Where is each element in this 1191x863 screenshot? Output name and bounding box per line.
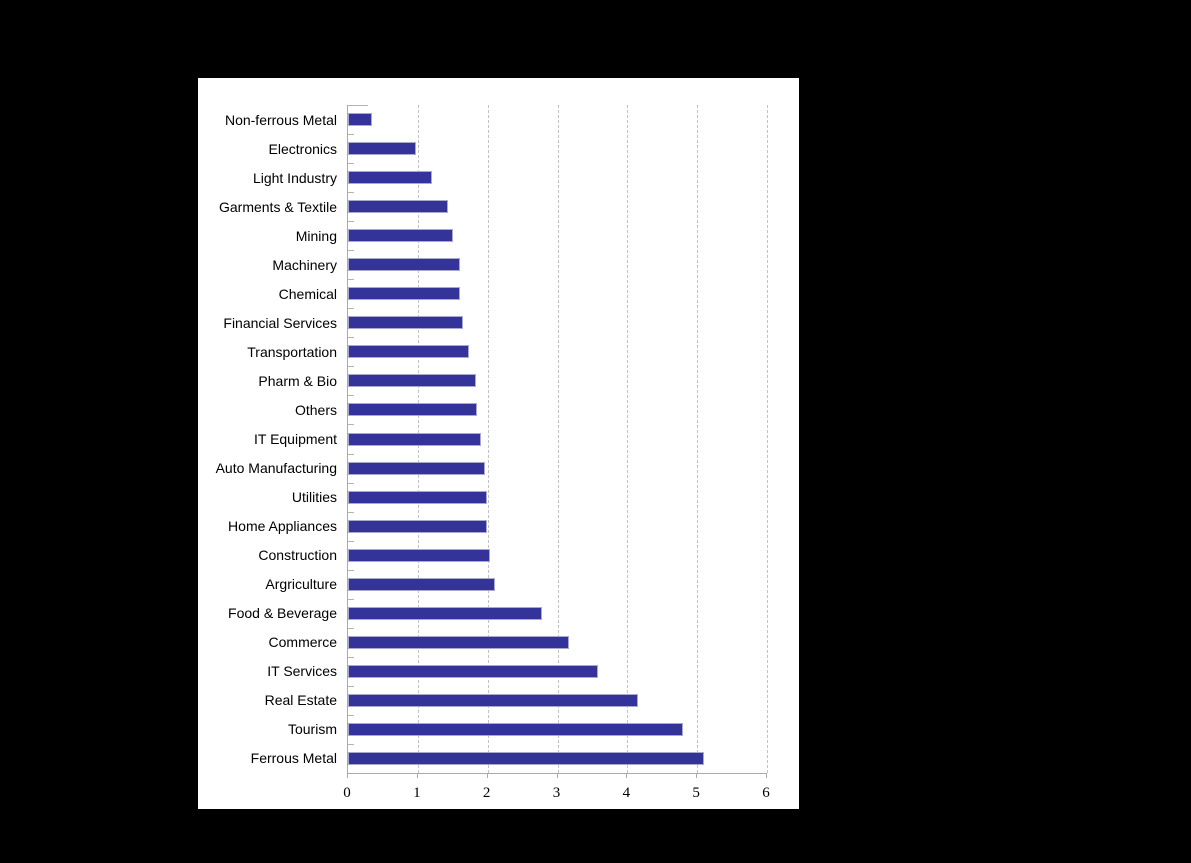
category-label-non-ferrous-metal: Non-ferrous Metal: [224, 111, 337, 128]
category-label-auto-manufacturing: Auto Manufacturing: [215, 460, 337, 477]
category-tick: [348, 134, 354, 135]
x-axis-tick-0: [347, 774, 348, 778]
category-label-commerce: Commerce: [268, 634, 337, 651]
category-tick: [348, 308, 354, 309]
category-label-financial-services: Financial Services: [223, 314, 337, 331]
x-axis-tick-2: [487, 774, 488, 778]
bar-transportation: [348, 345, 469, 358]
category-tick: [348, 279, 354, 280]
x-axis-tick-label-4: 4: [622, 785, 631, 801]
bar-pharm-bio: [348, 374, 476, 387]
bar-financial-services: [348, 316, 463, 329]
gridline-x-6: [767, 105, 768, 773]
category-tick: [348, 744, 354, 745]
category-label-it-equipment: IT Equipment: [253, 431, 337, 447]
bar-light-industry: [348, 171, 432, 184]
x-axis-tick-label-0: 0: [343, 785, 351, 801]
category-label-mining: Mining: [295, 227, 337, 244]
category-tick: [348, 163, 354, 164]
category-axis-top-tick: [348, 105, 368, 106]
category-tick: [348, 541, 354, 542]
category-tick: [348, 715, 354, 716]
category-tick: [348, 250, 354, 251]
x-axis-tick-label-1: 1: [413, 785, 421, 801]
category-tick: [348, 599, 354, 600]
bar-food-beverage: [348, 607, 542, 620]
x-axis-tick-1: [417, 774, 418, 778]
category-label-transportation: Transportation: [247, 343, 337, 360]
gridline-x-4: [627, 105, 628, 773]
x-axis-tick-label-2: 2: [482, 785, 491, 801]
category-tick: [348, 628, 354, 629]
bar-real-estate: [348, 694, 638, 707]
category-tick: [348, 424, 354, 425]
bar-electronics: [348, 142, 416, 155]
bar-chemical: [348, 287, 460, 300]
bar-mining: [348, 229, 453, 242]
x-axis-tick-label-3: 3: [552, 785, 561, 801]
category-tick: [348, 686, 354, 687]
category-tick: [348, 512, 354, 513]
category-label-ferrous-metal: Ferrous Metal: [250, 750, 337, 767]
category-tick: [348, 366, 354, 367]
bar-auto-manufacturing: [348, 462, 485, 475]
x-axis-tick-label-5: 5: [692, 785, 700, 801]
category-label-construction: Construction: [258, 547, 337, 564]
category-tick: [348, 657, 354, 658]
category-label-pharm-bio: Pharm & Bio: [258, 372, 337, 389]
x-axis-tick-label-6: 6: [762, 785, 770, 801]
category-label-electronics: Electronics: [268, 140, 337, 157]
category-label-argriculture: Argriculture: [265, 576, 337, 593]
category-label-it-services: IT Services: [267, 663, 337, 680]
category-tick: [348, 221, 354, 222]
category-tick: [348, 192, 354, 193]
bar-garments-textile: [348, 200, 448, 213]
category-label-food-beverage: Food & Beverage: [228, 605, 337, 622]
category-tick: [348, 483, 354, 484]
bar-home-appliances: [348, 520, 487, 533]
category-label-real-estate: Real Estate: [264, 692, 337, 709]
category-label-garments-textile: Garments & Textile: [218, 198, 337, 215]
bar-it-services: [348, 665, 598, 678]
x-axis-tick-5: [696, 774, 697, 778]
x-axis-tick-4: [626, 774, 627, 778]
category-label-light-industry: Light Industry: [252, 169, 337, 186]
category-label-machinery: Machinery: [272, 256, 337, 273]
category-label-chemical: Chemical: [278, 285, 337, 302]
gridline-x-5: [697, 105, 698, 773]
category-label-tourism: Tourism: [287, 721, 337, 738]
bar-machinery: [348, 258, 460, 271]
category-tick: [348, 395, 354, 396]
category-label-utilities: Utilities: [291, 489, 337, 506]
bar-it-equipment: [348, 433, 481, 446]
category-label-home-appliances: Home Appliances: [228, 518, 337, 535]
category-tick: [348, 337, 354, 338]
bar-utilities: [348, 491, 487, 504]
bar-others: [348, 403, 477, 416]
plot-area: [347, 105, 767, 774]
category-tick: [348, 454, 354, 455]
x-axis-tick-6: [766, 774, 767, 778]
bar-commerce: [348, 636, 569, 649]
bar-non-ferrous-metal: [348, 113, 372, 126]
x-axis-tick-3: [557, 774, 558, 778]
category-tick: [348, 570, 354, 571]
bar-argriculture: [348, 578, 495, 591]
bar-tourism: [348, 723, 683, 736]
bar-construction: [348, 549, 490, 562]
bar-ferrous-metal: [348, 752, 704, 765]
chart-canvas: [198, 78, 799, 809]
category-label-others: Others: [294, 401, 337, 418]
